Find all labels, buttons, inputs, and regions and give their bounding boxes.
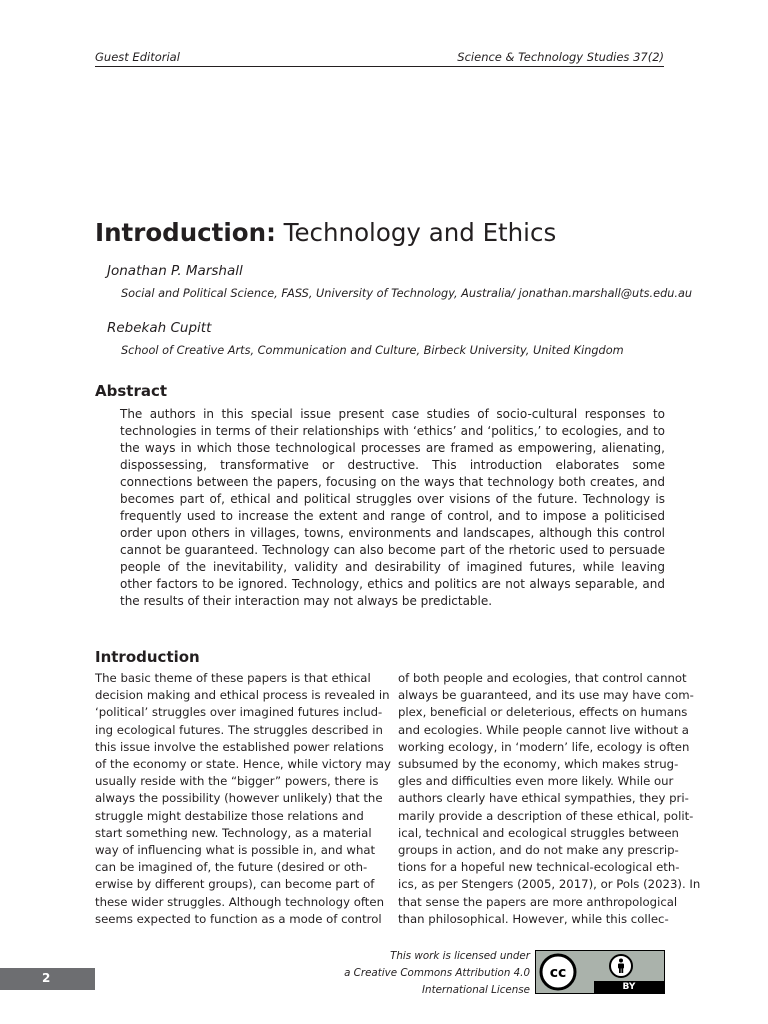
body-line: and ecologies. While people cannot live without a bbox=[398, 722, 689, 737]
body-line: struggle might destabilize those relations and bbox=[95, 808, 364, 823]
running-header-left: Guest Editorial bbox=[95, 50, 180, 64]
body-line: ics, as per Stengers (2005, 2017), or Pols (2023). In bbox=[398, 877, 701, 892]
cc-logo-text: cc bbox=[549, 965, 567, 981]
license-notice bbox=[344, 948, 530, 999]
abstract-heading: Abstract bbox=[95, 382, 168, 400]
title-prefix: Introduction: bbox=[95, 218, 276, 247]
body-line: ‘political’ struggles over imagined futures includ- bbox=[95, 705, 383, 720]
by-label: BY bbox=[594, 981, 664, 993]
attribution-person-icon bbox=[610, 955, 632, 977]
cc-by-license-badge[interactable] bbox=[535, 950, 665, 994]
body-line: seems expected to function as a mode of control bbox=[95, 911, 382, 926]
body-line: ing ecological futures. The struggles described in bbox=[95, 722, 383, 737]
page-number: 2 bbox=[42, 971, 51, 985]
running-header-right: Science & Technology Studies 37(2) bbox=[457, 50, 664, 64]
body-line: these wider struggles. Although technology often bbox=[95, 894, 384, 909]
header-rule bbox=[95, 66, 664, 67]
license-line-1: This work is licensed under bbox=[390, 950, 530, 962]
body-line: The basic theme of these papers is that ethical bbox=[95, 671, 371, 685]
body-line: erwise by different groups), can become part of bbox=[95, 877, 375, 892]
license-line-3: International License bbox=[422, 984, 530, 996]
body-line: subsumed by the economy, which makes strug- bbox=[398, 757, 679, 772]
body-line: plex, beneficial or deleterious, effects on humans bbox=[398, 705, 688, 720]
body-line: ical, technical and ecological struggles between bbox=[398, 825, 679, 840]
body-line: than philosophical. However, while this collec- bbox=[398, 911, 669, 926]
abstract-text: The authors in this special issue present case studies of socio-cultural responses to technologies in terms of their relationships with ‘ethics’ and ‘politics,’ to ecologies, and to the ways in which those technological processes are framed as empowering, alienating, dispossessing, transformative or destructive. This introduction elaborates some connections between the papers, focusing on the ways that technology both creates, and becomes part of, ethical and political struggles over visions of the future. Technology is frequently used to increase the extent and range of control, and to impose a politicised order upon others in villages, towns, environments and landscapes, although this control cannot be guaranteed. Technology can also become part of the rhetoric used to persuade people of the inevitability, validity and desirability of imagined futures, while leaving other factors to be ignored. Technology, ethics and politics are not always separable, and the results of their interaction may not always be predictable. bbox=[120, 407, 665, 608]
body-line: groups in action, and do not make any prescrip- bbox=[398, 843, 679, 858]
title-main: Technology and Ethics bbox=[275, 218, 557, 247]
body-line: working ecology, in ‘modern’ life, ecology is often bbox=[398, 739, 690, 754]
body-column-left bbox=[95, 670, 391, 928]
body-line: usually reside with the “bigger” powers, there is bbox=[95, 774, 379, 789]
body-line: decision making and ethical process is revealed in bbox=[95, 688, 390, 703]
cc-logo-icon bbox=[541, 955, 575, 989]
body-line: can be imagined of, the future (desired or oth- bbox=[95, 860, 368, 875]
body-line: this issue involve the established power relations bbox=[95, 739, 384, 754]
body-column-right bbox=[398, 670, 701, 928]
body-line: gles and difficulties even more likely. While our bbox=[398, 774, 674, 789]
body-line: authors clearly have ethical sympathies, they pri- bbox=[398, 791, 689, 806]
body-line: that sense the papers are more anthropological bbox=[398, 894, 678, 909]
author-2-affiliation: School of Creative Arts, Communication and Culture, Birbeck University, United Kingdom bbox=[121, 344, 624, 357]
body-line: of the economy or state. Hence, while victory may bbox=[95, 757, 391, 772]
body-line: way of influencing what is possible in, and what bbox=[95, 843, 376, 858]
license-line-2: a Creative Commons Attribution 4.0 bbox=[344, 967, 530, 979]
body-line: always be guaranteed, and its use may have com- bbox=[398, 688, 694, 703]
body-line: of both people and ecologies, that control cannot bbox=[398, 671, 687, 685]
body-line: start something new. Technology, as a material bbox=[95, 825, 372, 840]
introduction-heading: Introduction bbox=[95, 648, 200, 666]
author-1-name: Jonathan P. Marshall bbox=[107, 263, 243, 279]
author-2-name: Rebekah Cupitt bbox=[107, 320, 212, 336]
article-title bbox=[95, 216, 556, 250]
body-line: tions for a hopeful new technical-ecological eth- bbox=[398, 860, 680, 875]
author-1-affiliation: Social and Political Science, FASS, University of Technology, Australia/ jonathan.marshall@uts.edu.au bbox=[121, 287, 693, 300]
body-line: marily provide a description of these ethical, polit- bbox=[398, 808, 694, 823]
body-line: always the possibility (however unlikely) that the bbox=[95, 791, 383, 806]
